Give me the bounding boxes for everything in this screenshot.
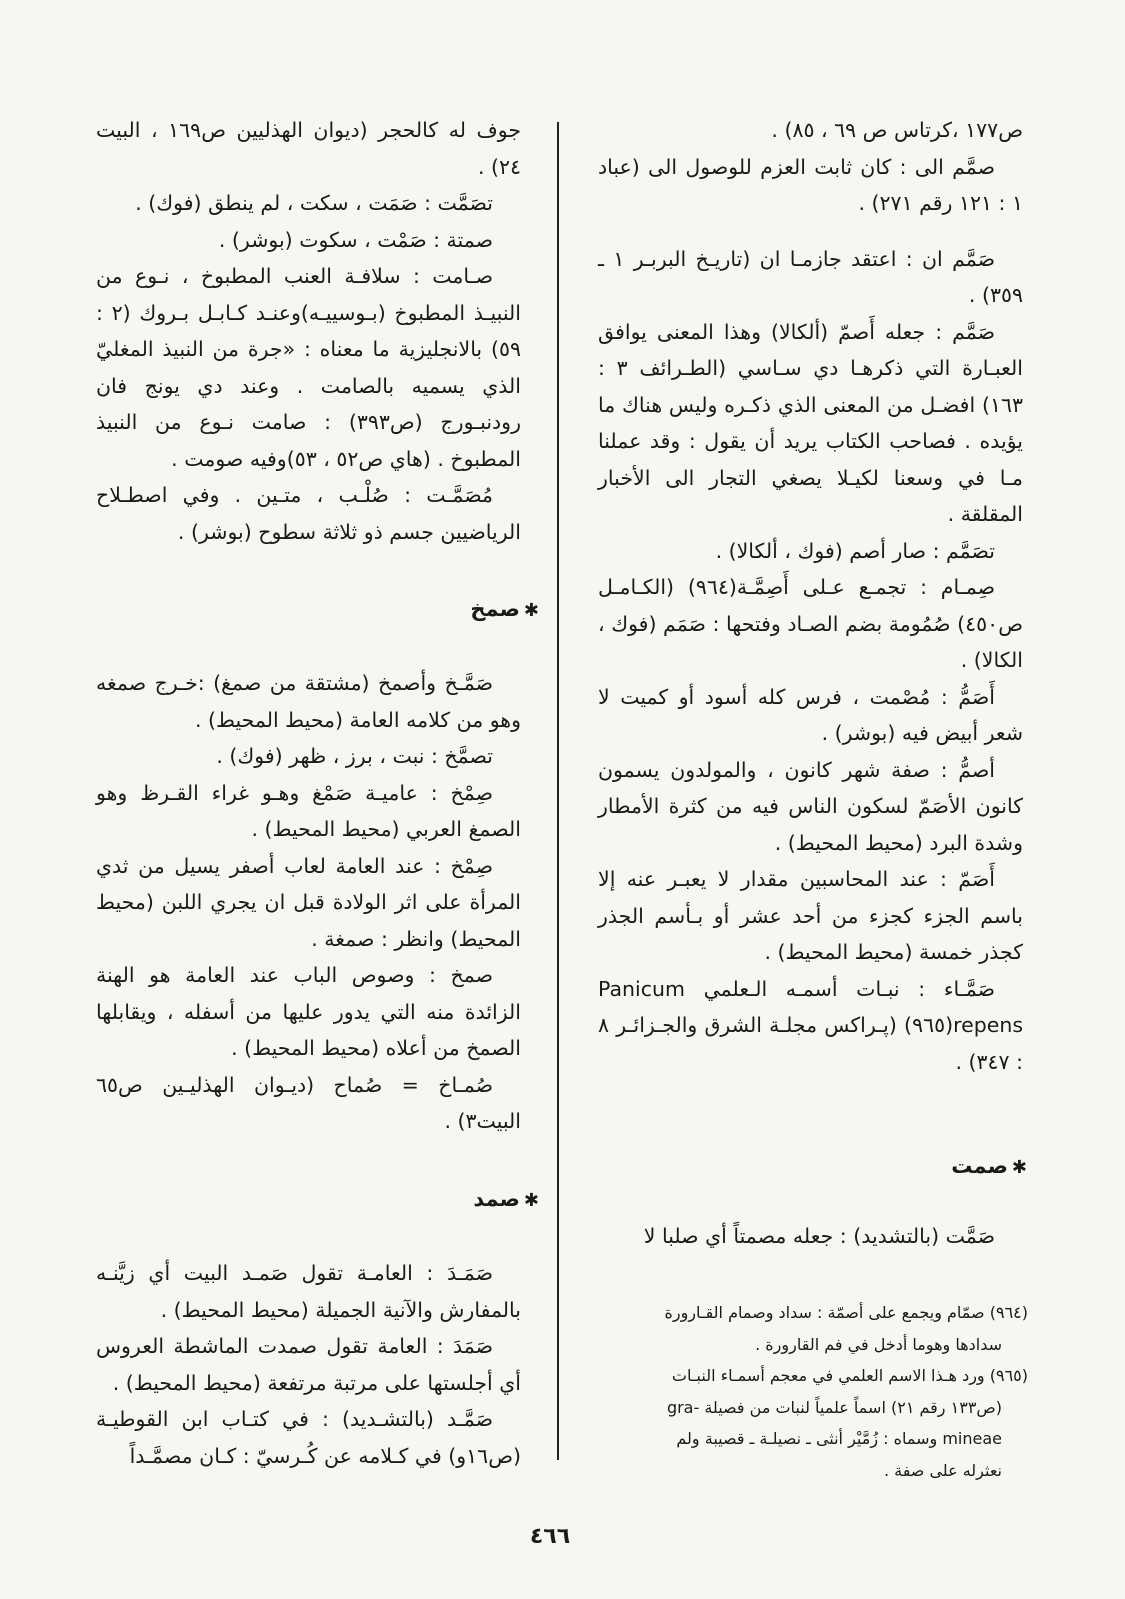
footnote-965-cont: (ص١٣٣ رقم ٢١) اسماً علمياً لنبات من فصيلة -gra — [666, 1397, 1002, 1417]
entry-text: صَمَّم ان : اعتقد جازمـا ان (تاريـخ البربـر ١ ـ ٣٥٩) . — [598, 246, 1023, 307]
asterisk-icon: ✱ — [523, 1190, 539, 1211]
entry-text: مُصَمَّـت : صُلْـب ، متـين . وفي اصطـلاح الرياضيين جسم ذو ثلاثة سطوح (بوشر) . — [96, 483, 521, 544]
entry-text: جوف له كالحجر (ديوان الهذليين ص١٦٩ ، البيت ٢٤) . — [96, 118, 521, 179]
entry-text: تصَمَّت : صَمَت ، سكت ، لم ينطق (فوك) . — [135, 191, 493, 215]
entry-text: ص١٧٧ ،كرتاس ص ٦٩ ، ٨٥) . — [771, 118, 1023, 142]
entry-text: صَمَّـد (بالتشـديد) : في كتـاب ابن القوطيـة (ص١٦و) في كـلامه عن كُـرسيّ : كـان مصمَّـداً — [96, 1407, 521, 1468]
footnote-965: (٩٦٥) ورد هـذا الاسم العلمي في معجم أسمـاء النبـات — [671, 1366, 1028, 1385]
section-heading-samakh: ✱صمخ — [470, 597, 539, 621]
entry-text: صَمَّـاء : نبـات أسمـه الـعلمي Panicum repens(٩٦٥) (پـراكس مجلـة الشرق والجـزائـر ٨ : ٣٤٧) . — [598, 976, 1023, 1074]
entry-text: صِمـام : تجمـع عـلى أَصِمَّـة(٩٦٤) (الكـامـل ص٤٥٠) صُمُومة بضم الصـاد وفتحها : صَمَم (فوك ، الكالا) . — [598, 575, 1023, 672]
footnote-965-cont: نعثرله على صفة . — [883, 1460, 1002, 1480]
section-heading-samad: ✱صمد — [473, 1187, 539, 1211]
entry-text: صَمَّت (بالتشديد) : جعله مصمتاً أي صلبا لا — [643, 1224, 995, 1248]
footnote-965-cont: mineae وسماه : زُمَّيْر أنثى ـ نصيلـة ـ قصيبة ولم — [676, 1429, 1002, 1448]
column-divider — [557, 122, 559, 1460]
section-heading-samat: ✱صمت — [951, 1154, 1027, 1178]
footnote-964-cont: سدادها وهوما أدخل في فم القارورة . — [755, 1334, 1002, 1354]
entry-text: صـامت : سلافـة العنب المطبوخ ، نـوع من النبيـذ المطبوخ (بـوسييـه)وعنـد كـابـل بـروك (٢ : ٥٩) بالانجليزية ما معناه : «جرة من النبيذ المغليّ الذي يسميه بالصامت . وعند دي يونج فان رودنبـورج (ص٣٩٣) : صامت نـوع من النبيذ المطبوخ . (هاي ص٥٢ ، ٥٣)وفيه صومت . — [96, 264, 521, 471]
footnote-964: (٩٦٤) صمّام ويجمع على أصمّة : سداد وصمام القـارورة — [664, 1303, 1028, 1322]
entry-text: تصمَّخ : نبت ، برز ، ظهر (فوك) . — [216, 744, 493, 768]
entry-text: أَصَمّ : عند المحاسبين مقدار لا يعبـر عنه إلا باسم الجزء كجزء من أحد عشر أو بـأسم الجذر كجذر خمسة (محيط المحيط) . — [598, 867, 1023, 964]
entry-text: أصمُّ : صفة شهر كانون ، والمولدون يسمون كانون الأصَمّ لسكون الناس فيه من كثرة الأمطار وشدة البرد (محيط المحيط) . — [598, 757, 1023, 855]
entry-text: صَمَّـخ وأصمخ (مشتقة من صمغ) :خـرج صمغه وهو من كلامه العامة (محيط المحيط) . — [96, 671, 521, 732]
entry-text: صِمْخ : عند العامة لعاب أصفر يسيل من ثدي المرأة على اثر الولادة قبل ان يجري اللبن (محيط المحيط) وانظر : صمغة . — [96, 853, 521, 951]
footnotes — [596, 1297, 1028, 1486]
entry-text: أَصَمُّ : مُصْمت ، فرس كله أسود أو كميت لا شعر أبيض فيه (بوشر) . — [598, 684, 1023, 745]
left-column-samakh — [96, 665, 521, 1140]
entry-text: صمخ : وصوص الباب عند العامة هو الهنة الزائدة منه التي يدور عليها من أسفله ، ويقابلها الصمخ من أعلاه (محيط المحيط) . — [96, 963, 521, 1060]
entry-text: صمَّم الى : كان ثابت العزم للوصول الى (عباد ١ : ١٢١ رقم ٢٧١) . — [598, 154, 1023, 215]
asterisk-icon: ✱ — [523, 600, 539, 621]
page-number: ٤٦٦ — [529, 1524, 571, 1549]
entry-text: صَمَّم : جعله أَصمّ (ألكالا) وهذا المعنى يوافق العبـارة التي ذكرهـا دي سـاسي (الطـرائف ٣ : ١٦٣) افضـل من المعنى الذي ذكـره وليس هناك ما يؤيده . فصاحب الكتاب يريد أن يقول : وقد عملنا مـا في وسعنا لكيـلا يصغي التجار الى الأخبار المقلقة . — [598, 319, 1023, 526]
entry-text: تصَمَّم : صار أصم (فوك ، ألكالا) . — [715, 538, 995, 563]
left-column — [96, 112, 521, 550]
asterisk-icon: ✱ — [1011, 1157, 1027, 1178]
entry-text: صُمـاخ = صُماح (ديـوان الهذليـين ص٦٥ البيت٣) . — [96, 1072, 521, 1133]
entry-text: صَمَـدَ : العامـة تقول صَمـد البيت أي زيَّنـه بالمفارش والآنية الجميلة (محيط المحيط) . — [96, 1261, 521, 1322]
right-column-continued — [598, 1218, 1023, 1255]
entry-text: صِمْخ : عاميـة صَمْغ وهـو غراء القـرظ وهو الصمغ العربي (محيط المحيط) . — [96, 780, 521, 841]
entry-text: صمتة : صَمْت ، سكوت (بوشر) . — [218, 227, 493, 252]
left-column-samad — [96, 1255, 521, 1474]
right-column — [598, 112, 1023, 1080]
entry-text: صَمَدَ : العامة تقول صمدت الماشطة العروس أي أجلستها على مرتبة مرتفعة (محيط المحيط) . — [96, 1334, 521, 1395]
